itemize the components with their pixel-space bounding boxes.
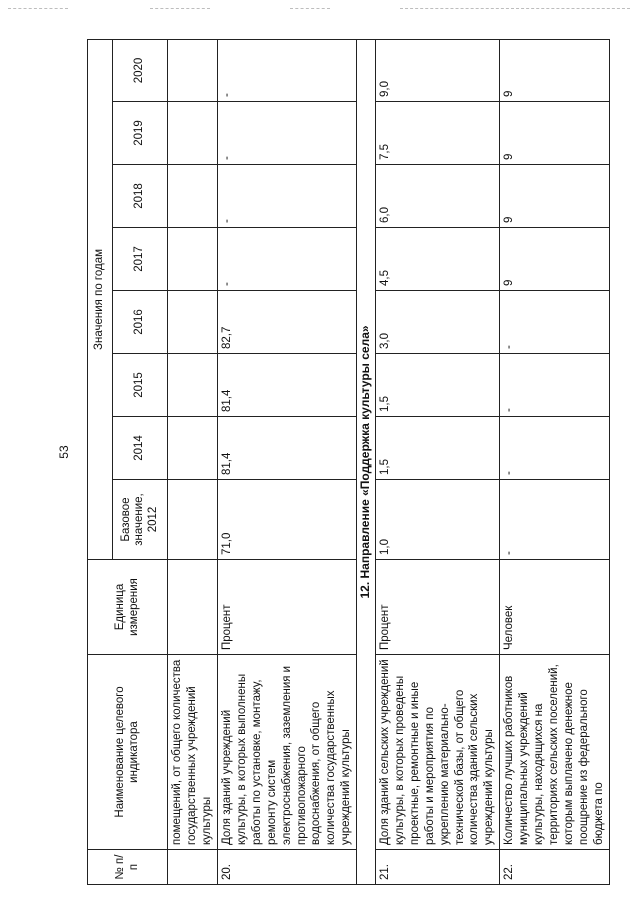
row-value: 81,4 (217, 417, 356, 480)
row-value: - (217, 165, 356, 228)
header-year: 2020 (113, 39, 168, 101)
table-row (168, 39, 218, 884)
row-value: 9,0 (375, 39, 500, 101)
row-value: 3,0 (375, 291, 500, 354)
row-value (168, 354, 218, 417)
row-value: - (217, 39, 356, 101)
header-year: 2019 (113, 102, 168, 165)
row-value (168, 39, 218, 101)
rotated-table-wrapper (87, 40, 605, 885)
section-title: 12. Направление «Поддержка культуры села» (357, 39, 376, 884)
row-value (168, 417, 218, 480)
indicators-table (87, 39, 610, 885)
scan-artifact-line (150, 8, 210, 9)
row-value: 1,5 (375, 354, 500, 417)
row-num: 21. (375, 850, 500, 885)
row-value: 4,5 (375, 228, 500, 291)
row-value: 82,7 (217, 291, 356, 354)
row-indicator-name: Доля зданий учреждений культуры, в которых выполнены работы по установке, монтажу, ремонту систем электроснабжения, заземления и противопожарного водоснабжения, от общего количества государственных учреждений культуры (217, 655, 356, 850)
row-value: - (500, 291, 610, 354)
row-value: 7,5 (375, 102, 500, 165)
row-base-value: 1,0 (375, 480, 500, 560)
row-value (168, 291, 218, 354)
row-base-value: 71,0 (217, 480, 356, 560)
page-number: 53 (57, 445, 71, 459)
header-year: 2017 (113, 228, 168, 291)
header-year: 2016 (113, 291, 168, 354)
row-value (168, 102, 218, 165)
row-value: 81,4 (217, 354, 356, 417)
row-num: 20. (217, 850, 356, 885)
row-value: - (217, 228, 356, 291)
row-unit: Процент (375, 560, 500, 655)
header-year: 2014 (113, 417, 168, 480)
row-value: 9 (500, 39, 610, 101)
row-value: 9 (500, 102, 610, 165)
scan-artifact-line (400, 8, 630, 9)
row-value: 1,5 (375, 417, 500, 480)
scan-artifact-line (290, 8, 330, 9)
row-num (168, 850, 218, 885)
row-indicator-name: помещений, от общего количества государственных учреждений культуры (168, 655, 218, 850)
header-unit: Единица измерения (88, 560, 168, 655)
row-value: 9 (500, 228, 610, 291)
row-indicator-name: Количество лучших работников муниципальных учреждений культуры, находящихся на территориях сельских поселений, которым выплачено денежное поощрение из федерального бюджета по (500, 655, 610, 850)
row-value: - (500, 354, 610, 417)
header-year: 2015 (113, 354, 168, 417)
row-base-value (168, 480, 218, 560)
table-row (217, 39, 356, 884)
row-value (168, 228, 218, 291)
section-row (357, 39, 376, 884)
row-value: 6,0 (375, 165, 500, 228)
header-row-1 (88, 39, 113, 884)
row-unit: Человек (500, 560, 610, 655)
row-unit: Процент (217, 560, 356, 655)
row-base-value: - (500, 480, 610, 560)
header-num: № п/п (88, 850, 168, 885)
row-value: - (217, 102, 356, 165)
scan-artifact-line (8, 8, 68, 9)
header-base: Базовое значение, 2012 (113, 480, 168, 560)
row-num: 22. (500, 850, 610, 885)
row-value (168, 165, 218, 228)
header-name: Наименование целевого индикатора (88, 655, 168, 850)
table-row (375, 39, 500, 884)
header-year: 2018 (113, 165, 168, 228)
row-value: - (500, 417, 610, 480)
row-unit (168, 560, 218, 655)
row-value: 9 (500, 165, 610, 228)
table-row (500, 39, 610, 884)
row-indicator-name: Доля зданий сельских учреждений культуры, в которых проведены проектные, ремонтные и иные работы и мероприятия по укреплению материально-технической базы, от общего количества зданий сельских учреждений культуры (375, 655, 500, 850)
header-values-by-year: Значения по годам (88, 39, 113, 559)
